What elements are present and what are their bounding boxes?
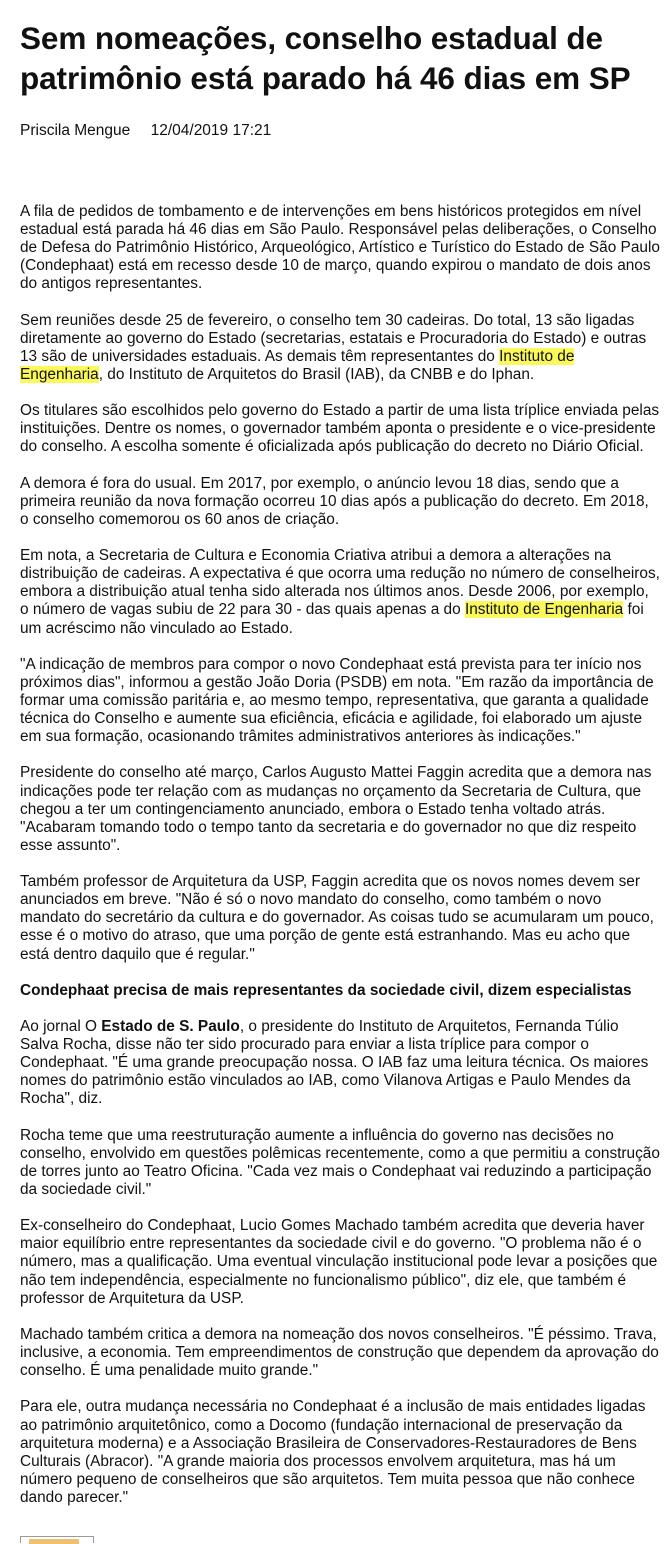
footer-logo — [20, 1536, 94, 1543]
paragraph — [20, 475, 660, 529]
byline — [20, 121, 660, 141]
text-run: , o presidente do Instituto de Arquitetos, Fernanda Túlio Salva Rocha, disse não ter sido procurado para enviar a lista tríplice para compor o Condephaat. "É uma grande preocupação nossa. O IAB faz uma leitura técnica. Os maiores nomes do patrimônio estão vinculados ao IAB, como Vilanova Artigas e Paulo Mendes da Rocha", diz. — [20, 1018, 649, 1108]
paragraph — [20, 656, 660, 746]
paragraph — [20, 402, 660, 456]
text-run: Também professor de Arquitetura da USP, Faggin acredita que os novos nomes devem ser anunciados em breve. "Não é só o novo mandato do conselho, como também o novo mandato do secretário da cultura e do governador. As coisas tudo se acumularam um pouco, esse é o motivo do atraso, que uma porção de gente está estranhando. Mas eu acho que está dentro daquilo que é regular." — [20, 873, 654, 963]
text-run: "A indicação de membros para compor o novo Condephaat está prevista para ter início nos próximos dias", informou a gestão João Doria (PSDB) em nota. "Em razão da importância de formar uma comissão paritária e, ao mesmo tempo, representativa, que garanta a qualidade técnica do Conselho e aumente sua eficiência, eficácia e agilidade, foi elaborado um ajuste em sua formação, ocasionando trâmites administrativos anteriores às indicações." — [20, 655, 654, 746]
text-run: Presidente do conselho até março, Carlos Augusto Mattei Faggin acredita que a demora nas indicações pode ter relação com as mudanças no orçamento da Secretaria de Cultura, que chegou a ter um contingenciamento anunciado, embora o Estado tenha voltado atrás. "Acabaram tomando todo o tempo tanto da secretaria e do governador no que diz respeito esse assunto". — [20, 764, 652, 854]
text-run: Em nota, a Secretaria de Cultura e Economia Criativa atribui a demora a alterações na distribuição de cadeiras. A expectativa é que ocorra uma redução no número de conselheiros, embora a distribuição atual tenha sido alterada nos últimos anos. Desde 2006, por exemplo, o número de vagas subiu de 22 para 30 - das quais apenas a do — [20, 547, 660, 619]
text-run: Condephaat precisa de mais representantes da sociedade civil, dizem especialistas — [20, 981, 632, 999]
paragraph — [20, 1398, 660, 1507]
paragraph — [20, 312, 660, 384]
publish-date: 12/04/2019 17:21 — [150, 122, 272, 139]
text-run: Rocha teme que uma reestruturação aumente a influência do governo nas decisões no conselho, envolvido em questões polêmicas recentemente, como a que permitiu a construção de torres junto ao Teatro Oficina. "Cada vez mais o Condephaat vai reduzindo a participação da sociedade civil." — [20, 1126, 660, 1198]
article-body — [20, 203, 660, 1507]
text-run: foi um acréscimo não vinculado ao Estado. — [20, 601, 644, 637]
paragraph — [20, 1326, 660, 1380]
headline: Sem nomeações, conselho estadual de patrimônio está parado há 46 dias em SP — [20, 20, 631, 96]
text-run: A demora é fora do usual. Em 2017, por exemplo, o anúncio levou 18 dias, sendo que a primeira reunião da nova formação ocorreu 10 dias após a publicação do decreto. Em 2018, o conselho comemorou os 60 anos de criação. — [20, 474, 649, 528]
text-run: A fila de pedidos de tombamento e de intervenções em bens históricos protegidos em nível estadual está parada há 46 dias em São Paulo. Responsável pelas deliberações, o Conselho de Defesa do Patrimônio Histórico, Arqueológico, Artístico e Turístico do Estado de São Paulo (Condephaat) está em recesso desde 10 de março, quando expirou o mandato de dois anos do antigos representantes. — [20, 203, 660, 293]
bold-text: Estado de S. Paulo — [101, 1018, 240, 1036]
text-run: Machado também critica a demora na nomeação dos novos conselheiros. "É péssimo. Trava, inclusive, a economia. Tem empreendimentos de construção que dependem da aprovação do conselho. É uma penalidade muito grande." — [20, 1325, 659, 1380]
paragraph — [20, 1127, 660, 1199]
text-run: Sem reuniões desde 25 de fevereiro, o conselho tem 30 cadeiras. Do total, 13 são ligadas diretamente ao governo do Estado (secretarias, estatais e Procuradoria do Estado) e outras 13 são de universidades estaduais. As demais têm representantes do — [20, 311, 647, 365]
section-subheading — [20, 982, 660, 1000]
text-run: Ex-conselheiro do Condephaat, Lucio Gomes Machado também acredita que deveria haver maior equilíbrio entre representantes da sociedade civil e do governo. "O problema não é o número, mas a qualificação. Uma eventual vinculação institucional pode levar a posições que não tem independência, especialmente no funcionalismo público", diz ele, que também é professor de Arquitetura da USP. — [20, 1217, 658, 1307]
paragraph — [20, 547, 660, 637]
highlighted-term: Instituto de Engenharia — [20, 347, 575, 383]
paragraph — [20, 873, 660, 963]
paragraph — [20, 1217, 660, 1307]
text-run: Os titulares são escolhidos pelo governo do Estado a partir de uma lista tríplice enviada pelas instituições. Dentre os nomes, o governador também aponta o presidente e o vice-presidente do conselho. A escolha somente é oficializada após publicação do decreto no Diário Oficial. — [20, 402, 660, 456]
text-run: Ao jornal O — [20, 1018, 102, 1036]
text-run: Para ele, outra mudança necessária no Condephaat é a inclusão de mais entidades ligadas ao patrimônio arquitetônico, como a Docomo (fundação internacional de preservação da arquitetura moderna) e a Associação Brasileira de Conservadores-Restauradores de Bens Culturais (Abracor). "A grande maioria dos processos envolvem arquitetura, mas há um número pequeno de conselheiros que são arquitetos. Tem muita pessoa que não conhece dando parecer." — [20, 1398, 646, 1506]
paragraph — [20, 1018, 660, 1108]
paragraph — [20, 764, 660, 854]
article — [20, 0, 660, 1525]
text-run: , do Instituto de Arquitetos do Brasil (IAB), da CNBB e do Iphan. — [98, 365, 535, 383]
paragraph — [20, 203, 660, 293]
highlighted-term: Instituto de Engenharia — [464, 601, 624, 619]
author-name: Priscila Mengue — [20, 122, 131, 139]
footer-logo-bar — [29, 1539, 79, 1544]
